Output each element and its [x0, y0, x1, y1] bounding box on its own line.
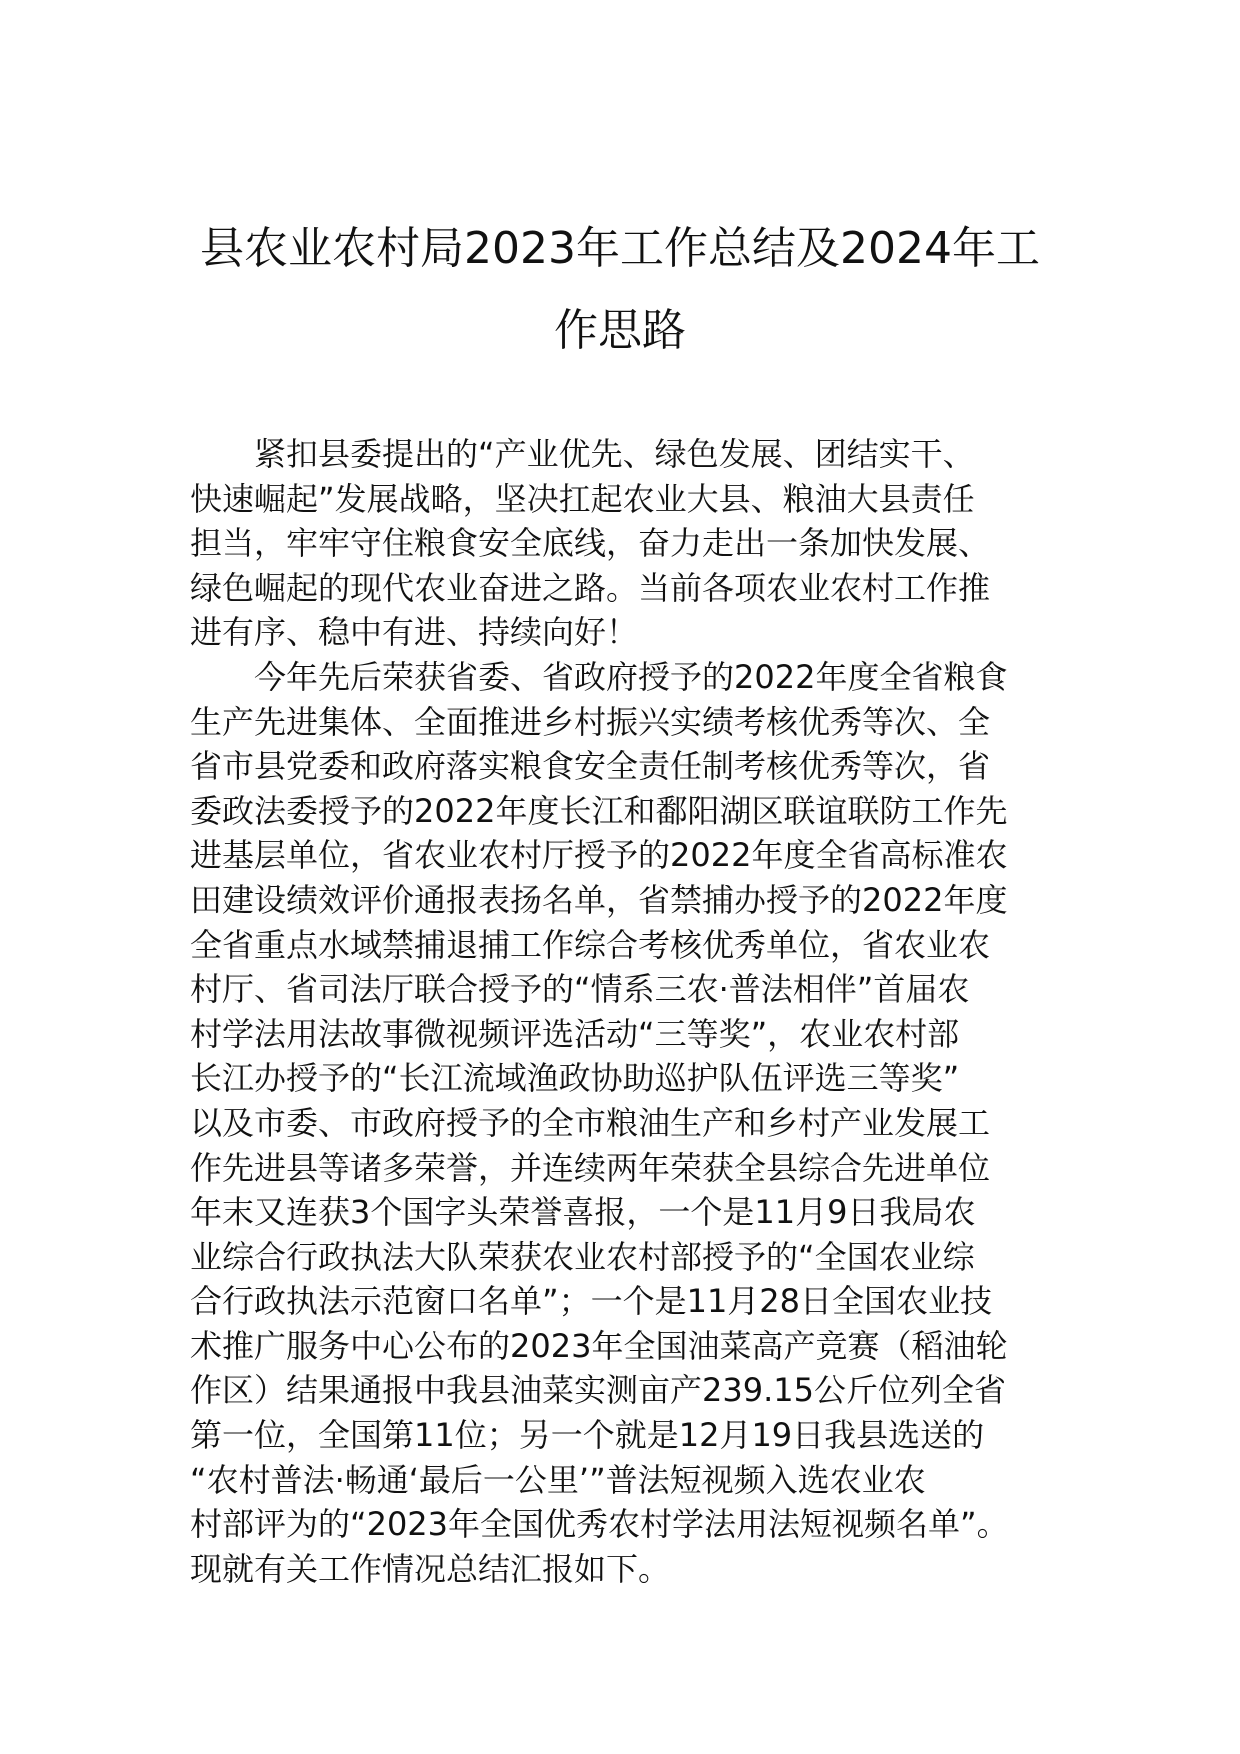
text-line: 作先进县等诸多荣誉，并连续两年荣获全县综合先进单位 [190, 1148, 991, 1187]
text-line: 业综合行政执法大队荣获农业农村部授予的“全国农业综 [190, 1237, 975, 1276]
text-line: 以及市委、市政府授予的全市粮油生产和乡村产业发展工 [190, 1103, 991, 1142]
paragraph-honors [190, 655, 1050, 1591]
text-line: 担当，牢牢守住粮食安全底线，奋力走出一条加快发展、 [190, 524, 991, 563]
text-line: 术推广服务中心公布的2023年全国油菜高产竞赛（稻油轮 [190, 1326, 1008, 1365]
paragraph-intro [190, 432, 1050, 655]
text-line: 村学法用法故事微视频评选活动“三等奖”，农业农村部 [190, 1014, 960, 1053]
text-line: 生产先进集体、全面推进乡村振兴实绩考核优秀等次、全 [190, 702, 991, 741]
title-line: 县农业农村局2023年工作总结及2024年工 [200, 223, 1040, 274]
text-line: 村厅、省司法厅联合授予的“情系三农·普法相伴”首届农 [190, 970, 970, 1009]
text-line: 长江办授予的“长江流域渔政协助巡护队伍评选三等奖” [190, 1059, 960, 1098]
text-line: 作区）结果通报中我县油菜实测亩产239.15公斤位列全省 [190, 1371, 1006, 1410]
document-title [170, 208, 1070, 372]
text-line: 年末又连获3个国字头荣誉喜报，一个是11月9日我局农 [190, 1193, 976, 1232]
text-line: 委政法委授予的2022年度长江和鄱阳湖区联谊联防工作先 [190, 791, 1008, 830]
text-line: 村部评为的“2023年全国优秀农村学法用法短视频名单”。 [190, 1505, 1009, 1544]
text-line: 今年先后荣获省委、省政府授予的2022年度全省粮食 [190, 657, 1008, 696]
text-line: 现就有关工作情况总结汇报如下。 [190, 1549, 671, 1588]
text-line: 进基层单位，省农业农村厅授予的2022年度全省高标准农 [190, 836, 1008, 875]
text-line: 全省重点水域禁捕退捕工作综合考核优秀单位，省农业农 [190, 925, 991, 964]
text-line: 快速崛起”发展战略，坚决扛起农业大县、粮油大县责任 [190, 479, 975, 518]
text-line: “农村普法·畅通‘最后一公里’”普法短视频入选农业农 [190, 1460, 926, 1499]
text-line: 第一位，全国第11位；另一个就是12月19日我县选送的 [190, 1416, 985, 1455]
text-line: 绿色崛起的现代农业奋进之路。当前各项农业农村工作推 [190, 568, 991, 607]
text-line: 进有序、稳中有进、持续向好！ [190, 613, 639, 652]
document-body [190, 432, 1050, 1591]
text-line: 紧扣县委提出的“产业优先、绿色发展、团结实干、 [190, 435, 975, 473]
text-line: 田建设绩效评价通报表扬名单，省禁捕办授予的2022年度 [190, 880, 1008, 919]
text-line: 合行政执法示范窗口名单”；一个是11月28日全国农业技 [190, 1282, 993, 1321]
title-line: 作思路 [554, 305, 686, 356]
text-line: 省市县党委和政府落实粮食安全责任制考核优秀等次，省 [190, 747, 991, 786]
